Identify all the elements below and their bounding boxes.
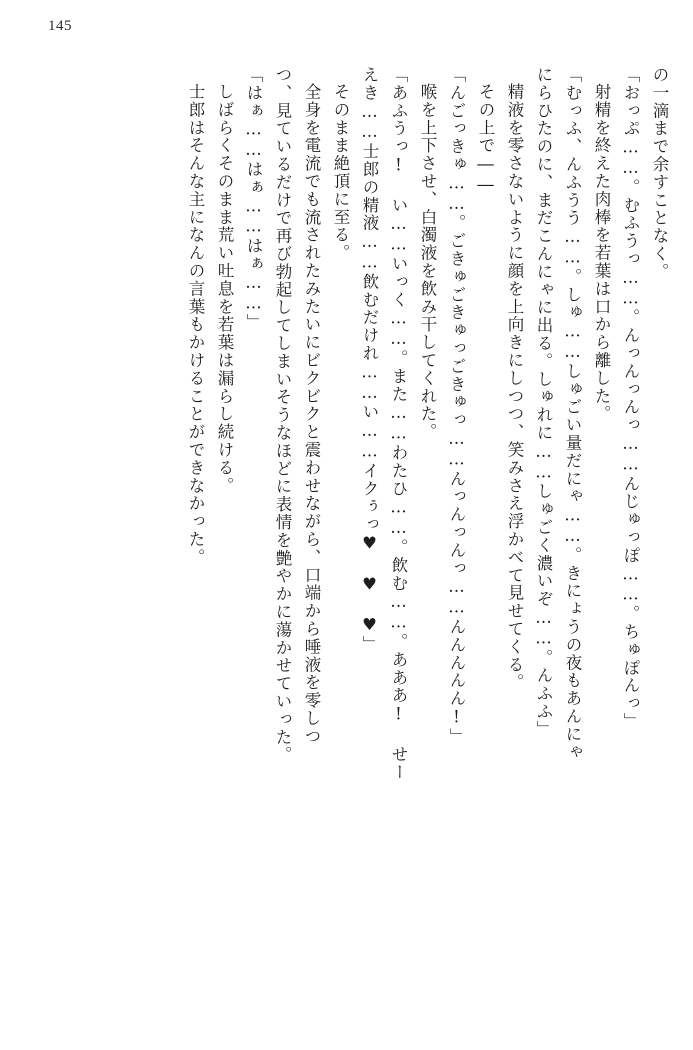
text-line: 「おっぷ……。むふうっ……。んっんっんっ……んじゅっぽ……。ちゅぽんっ」 [621, 66, 640, 731]
text-line: えき……士郎の精液……飲むだけれ……い……イクぅっ♥ ♥ ♥」 [360, 66, 379, 654]
text-line: 「はぁ……はぁ……はぁ……」 [244, 66, 263, 332]
text-line: そのまま絶頂に至る。 [331, 83, 350, 262]
text-line: 射精を終えた肉棒を若葉は口から離した。 [592, 83, 611, 424]
text-line: しばらくそのまま荒い吐息を若葉は漏らし続ける。 [215, 83, 234, 495]
text-line: 「んごっきゅ……。ごきゅごきゅっごきゅっ……んっんっんっ……んんんんん!」 [447, 66, 466, 746]
text-line: 喉を上下させ、白濁液を飲み干してくれた。 [418, 83, 437, 441]
text-line: その上で―― [476, 83, 495, 196]
vertical-body-text [28, 66, 667, 1016]
text-line: 「あふうっ! い……いっく……。また……わたひ……。飲む……。あああ! せー [389, 66, 408, 782]
text-line: にらひたのに、まだこんにゃに出る。しゅれに……しゅごく濃いぞ……。んふふ」 [534, 66, 553, 739]
page-number: 145 [48, 18, 72, 34]
text-line: 全身を電流でも流されたみたいにビクビクと震わせながら、口端から唾液を零しつ [302, 83, 321, 746]
text-line: 「むっふ、んふうう……。しゅ……しゅごい量だにゃ……。きにょうの夜もあんにゃ [563, 66, 582, 762]
text-line: 士郎はそんな主になんの言葉もかけることができなかった。 [186, 83, 205, 567]
text-line: つ、見ているだけで再び勃起してしまいそうなほどに表情を艶やかに蕩かせていった。 [273, 66, 292, 765]
text-line: の一滴まで余すことなく。 [650, 66, 669, 281]
text-line: 精液を零さないように顔を上向きにしつつ、笑みさえ浮かべて見せてくる。 [505, 83, 524, 692]
